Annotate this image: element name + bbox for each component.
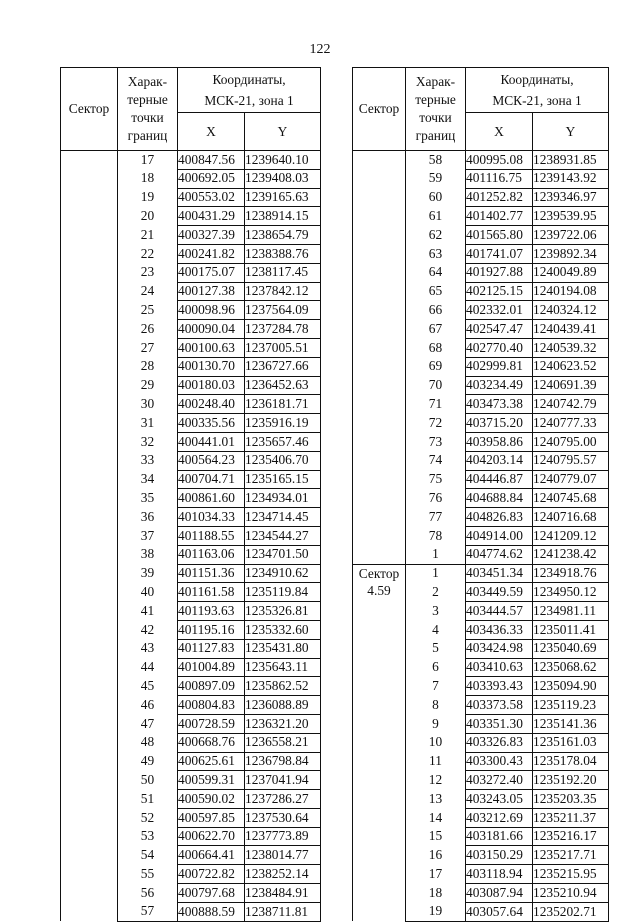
point-number: 17 (118, 151, 178, 170)
x-coordinate: 403272.40 (466, 771, 533, 790)
x-coordinate: 402332.01 (466, 301, 533, 320)
x-coordinate: 402999.81 (466, 357, 533, 376)
point-number: 10 (406, 733, 466, 752)
point-number: 1 (406, 564, 466, 583)
y-coordinate: 1240777.33 (533, 414, 609, 433)
y-coordinate: 1240049.89 (533, 263, 609, 282)
x-coordinate: 400622.70 (178, 827, 245, 846)
y-coordinate: 1238654.79 (245, 226, 321, 245)
y-coordinate: 1235916.19 (245, 414, 321, 433)
y-coordinate: 1239346.97 (533, 188, 609, 207)
header-y: Y (533, 113, 609, 151)
y-coordinate: 1236181.71 (245, 395, 321, 414)
point-number: 12 (406, 771, 466, 790)
point-number: 56 (118, 884, 178, 903)
point-number: 52 (118, 808, 178, 827)
x-coordinate: 400130.70 (178, 357, 245, 376)
y-coordinate: 1240779.07 (533, 470, 609, 489)
x-coordinate: 400127.38 (178, 282, 245, 301)
table-row (61, 151, 321, 170)
x-coordinate: 401252.82 (466, 188, 533, 207)
x-coordinate: 400804.83 (178, 696, 245, 715)
x-coordinate: 401193.63 (178, 602, 245, 621)
x-coordinate: 400241.82 (178, 244, 245, 263)
x-coordinate: 400441.01 (178, 432, 245, 451)
sector-cell: Сектор 4.59 (353, 564, 406, 921)
point-number: 47 (118, 714, 178, 733)
y-coordinate: 1240745.68 (533, 489, 609, 508)
y-coordinate: 1239722.06 (533, 226, 609, 245)
y-coordinate: 1235094.90 (533, 677, 609, 696)
point-number: 33 (118, 451, 178, 470)
x-coordinate: 400704.71 (178, 470, 245, 489)
x-coordinate: 403326.83 (466, 733, 533, 752)
y-coordinate: 1239640.10 (245, 151, 321, 170)
header-x: X (466, 113, 533, 151)
coordinates-table-left (60, 67, 321, 922)
x-coordinate: 400431.29 (178, 207, 245, 226)
y-coordinate: 1237286.27 (245, 790, 321, 809)
y-coordinate: 1235141.36 (533, 714, 609, 733)
y-coordinate: 1236798.84 (245, 752, 321, 771)
y-coordinate: 1235406.70 (245, 451, 321, 470)
y-coordinate: 1238117.45 (245, 263, 321, 282)
y-coordinate: 1239892.34 (533, 244, 609, 263)
point-number: 31 (118, 414, 178, 433)
x-coordinate: 403715.20 (466, 414, 533, 433)
y-coordinate: 1238252.14 (245, 865, 321, 884)
header-sector: Сектор (353, 68, 406, 151)
x-coordinate: 403451.34 (466, 564, 533, 583)
y-coordinate: 1238711.81 (245, 902, 321, 921)
y-coordinate: 1237005.51 (245, 338, 321, 357)
point-number: 75 (406, 470, 466, 489)
point-number: 41 (118, 602, 178, 621)
point-number: 39 (118, 564, 178, 583)
point-number: 35 (118, 489, 178, 508)
point-number: 24 (118, 282, 178, 301)
x-coordinate: 403958.86 (466, 432, 533, 451)
header-coords: Координаты, МСК-21, зона 1 (178, 68, 321, 113)
point-number: 66 (406, 301, 466, 320)
header-x: X (178, 113, 245, 151)
header-points: Харак- терные точки границ (406, 68, 466, 151)
y-coordinate: 1240194.08 (533, 282, 609, 301)
y-coordinate: 1236452.63 (245, 376, 321, 395)
point-number: 28 (118, 357, 178, 376)
y-coordinate: 1237564.09 (245, 301, 321, 320)
point-number: 7 (406, 677, 466, 696)
y-coordinate: 1237773.89 (245, 827, 321, 846)
y-coordinate: 1234544.27 (245, 526, 321, 545)
point-number: 58 (406, 151, 466, 170)
point-number: 73 (406, 432, 466, 451)
y-coordinate: 1238014.77 (245, 846, 321, 865)
point-number: 67 (406, 320, 466, 339)
point-number: 78 (406, 526, 466, 545)
point-number: 63 (406, 244, 466, 263)
x-coordinate: 403410.63 (466, 658, 533, 677)
point-number: 23 (118, 263, 178, 282)
y-coordinate: 1240795.57 (533, 451, 609, 470)
x-coordinate: 400090.04 (178, 320, 245, 339)
point-number: 64 (406, 263, 466, 282)
point-number: 9 (406, 714, 466, 733)
table-body-left (61, 151, 321, 922)
x-coordinate: 404688.84 (466, 489, 533, 508)
point-number: 25 (118, 301, 178, 320)
y-coordinate: 1238388.76 (245, 244, 321, 263)
x-coordinate: 400897.09 (178, 677, 245, 696)
x-coordinate: 400995.08 (466, 151, 533, 170)
y-coordinate: 1235210.94 (533, 884, 609, 903)
x-coordinate: 400668.76 (178, 733, 245, 752)
x-coordinate: 404774.62 (466, 545, 533, 564)
x-coordinate: 400327.39 (178, 226, 245, 245)
point-number: 21 (118, 226, 178, 245)
y-coordinate: 1234934.01 (245, 489, 321, 508)
x-coordinate: 404446.87 (466, 470, 533, 489)
point-number: 2 (406, 583, 466, 602)
x-coordinate: 403436.33 (466, 620, 533, 639)
point-number: 57 (118, 902, 178, 921)
y-coordinate: 1238914.15 (245, 207, 321, 226)
point-number: 19 (406, 902, 466, 921)
x-coordinate: 403373.58 (466, 696, 533, 715)
y-coordinate: 1241209.12 (533, 526, 609, 545)
point-number: 42 (118, 620, 178, 639)
x-coordinate: 400098.96 (178, 301, 245, 320)
y-coordinate: 1235178.04 (533, 752, 609, 771)
y-coordinate: 1235040.69 (533, 639, 609, 658)
point-number: 6 (406, 658, 466, 677)
x-coordinate: 401151.36 (178, 564, 245, 583)
x-coordinate: 403300.43 (466, 752, 533, 771)
y-coordinate: 1234918.76 (533, 564, 609, 583)
point-number: 44 (118, 658, 178, 677)
point-number: 11 (406, 752, 466, 771)
x-coordinate: 403393.43 (466, 677, 533, 696)
y-coordinate: 1235862.52 (245, 677, 321, 696)
y-coordinate: 1235119.23 (533, 696, 609, 715)
point-number: 38 (118, 545, 178, 564)
point-number: 3 (406, 602, 466, 621)
x-coordinate: 404914.00 (466, 526, 533, 545)
sector-cell (353, 151, 406, 565)
y-coordinate: 1235161.03 (533, 733, 609, 752)
table-row (353, 564, 609, 583)
x-coordinate: 400692.05 (178, 169, 245, 188)
point-number: 55 (118, 865, 178, 884)
y-coordinate: 1240539.32 (533, 338, 609, 357)
x-coordinate: 401116.75 (466, 169, 533, 188)
x-coordinate: 400590.02 (178, 790, 245, 809)
x-coordinate: 400175.07 (178, 263, 245, 282)
y-coordinate: 1234981.11 (533, 602, 609, 621)
x-coordinate: 402770.40 (466, 338, 533, 357)
y-coordinate: 1237041.94 (245, 771, 321, 790)
point-number: 15 (406, 827, 466, 846)
x-coordinate: 400553.02 (178, 188, 245, 207)
x-coordinate: 400599.31 (178, 771, 245, 790)
point-number: 74 (406, 451, 466, 470)
x-coordinate: 401163.06 (178, 545, 245, 564)
x-coordinate: 403181.66 (466, 827, 533, 846)
x-coordinate: 402125.15 (466, 282, 533, 301)
x-coordinate: 401127.83 (178, 639, 245, 658)
point-number: 19 (118, 188, 178, 207)
point-number: 22 (118, 244, 178, 263)
y-coordinate: 1235211.37 (533, 808, 609, 827)
point-number: 62 (406, 226, 466, 245)
x-coordinate: 402547.47 (466, 320, 533, 339)
x-coordinate: 403057.64 (466, 902, 533, 921)
y-coordinate: 1234701.50 (245, 545, 321, 564)
y-coordinate: 1240623.52 (533, 357, 609, 376)
x-coordinate: 404826.83 (466, 508, 533, 527)
x-coordinate: 400100.63 (178, 338, 245, 357)
point-number: 70 (406, 376, 466, 395)
y-coordinate: 1235326.81 (245, 602, 321, 621)
y-coordinate: 1235165.15 (245, 470, 321, 489)
point-number: 32 (118, 432, 178, 451)
x-coordinate: 403150.29 (466, 846, 533, 865)
y-coordinate: 1236727.66 (245, 357, 321, 376)
x-coordinate: 401004.89 (178, 658, 245, 677)
y-coordinate: 1235216.17 (533, 827, 609, 846)
point-number: 18 (406, 884, 466, 903)
point-number: 68 (406, 338, 466, 357)
y-coordinate: 1239408.03 (245, 169, 321, 188)
x-coordinate: 400888.59 (178, 902, 245, 921)
point-number: 1 (406, 545, 466, 564)
x-coordinate: 401034.33 (178, 508, 245, 527)
sector-cell (61, 151, 118, 922)
point-number: 61 (406, 207, 466, 226)
point-number: 77 (406, 508, 466, 527)
point-number: 37 (118, 526, 178, 545)
x-coordinate: 400728.59 (178, 714, 245, 733)
point-number: 59 (406, 169, 466, 188)
y-coordinate: 1237530.64 (245, 808, 321, 827)
x-coordinate: 400597.85 (178, 808, 245, 827)
y-coordinate: 1240742.79 (533, 395, 609, 414)
x-coordinate: 403351.30 (466, 714, 533, 733)
x-coordinate: 404203.14 (466, 451, 533, 470)
x-coordinate: 403087.94 (466, 884, 533, 903)
x-coordinate: 400564.23 (178, 451, 245, 470)
y-coordinate: 1234910.62 (245, 564, 321, 583)
y-coordinate: 1240324.12 (533, 301, 609, 320)
point-number: 40 (118, 583, 178, 602)
point-number: 43 (118, 639, 178, 658)
y-coordinate: 1235657.46 (245, 432, 321, 451)
table-row (353, 151, 609, 170)
point-number: 53 (118, 827, 178, 846)
x-coordinate: 400625.61 (178, 752, 245, 771)
point-number: 5 (406, 639, 466, 658)
point-number: 34 (118, 470, 178, 489)
x-coordinate: 400861.60 (178, 489, 245, 508)
point-number: 29 (118, 376, 178, 395)
x-coordinate: 400847.56 (178, 151, 245, 170)
y-coordinate: 1235431.80 (245, 639, 321, 658)
point-number: 65 (406, 282, 466, 301)
x-coordinate: 403118.94 (466, 865, 533, 884)
point-number: 14 (406, 808, 466, 827)
point-number: 49 (118, 752, 178, 771)
page-number: 122 (309, 42, 331, 57)
point-number: 26 (118, 320, 178, 339)
header-points: Харак- терные точки границ (118, 68, 178, 151)
point-number: 13 (406, 790, 466, 809)
header-coords: Координаты, МСК-21, зона 1 (466, 68, 609, 113)
y-coordinate: 1235011.41 (533, 620, 609, 639)
y-coordinate: 1238484.91 (245, 884, 321, 903)
x-coordinate: 403444.57 (466, 602, 533, 621)
y-coordinate: 1240795.00 (533, 432, 609, 451)
y-coordinate: 1234714.45 (245, 508, 321, 527)
x-coordinate: 403243.05 (466, 790, 533, 809)
x-coordinate: 401402.77 (466, 207, 533, 226)
x-coordinate: 400335.56 (178, 414, 245, 433)
point-number: 72 (406, 414, 466, 433)
point-number: 51 (118, 790, 178, 809)
y-coordinate: 1239539.95 (533, 207, 609, 226)
y-coordinate: 1235643.11 (245, 658, 321, 677)
coordinates-table-right (352, 67, 609, 922)
y-coordinate: 1237284.78 (245, 320, 321, 339)
x-coordinate: 403449.59 (466, 583, 533, 602)
y-coordinate: 1236321.20 (245, 714, 321, 733)
y-coordinate: 1235215.95 (533, 865, 609, 884)
y-coordinate: 1236558.21 (245, 733, 321, 752)
y-coordinate: 1234950.12 (533, 583, 609, 602)
point-number: 60 (406, 188, 466, 207)
x-coordinate: 400722.82 (178, 865, 245, 884)
x-coordinate: 403212.69 (466, 808, 533, 827)
point-number: 8 (406, 696, 466, 715)
y-coordinate: 1235192.20 (533, 771, 609, 790)
point-number: 30 (118, 395, 178, 414)
point-number: 50 (118, 771, 178, 790)
point-number: 45 (118, 677, 178, 696)
y-coordinate: 1239143.92 (533, 169, 609, 188)
y-coordinate: 1241238.42 (533, 545, 609, 564)
x-coordinate: 403234.49 (466, 376, 533, 395)
point-number: 17 (406, 865, 466, 884)
x-coordinate: 401927.88 (466, 263, 533, 282)
x-coordinate: 401161.58 (178, 583, 245, 602)
point-number: 20 (118, 207, 178, 226)
y-coordinate: 1240691.39 (533, 376, 609, 395)
point-number: 69 (406, 357, 466, 376)
point-number: 54 (118, 846, 178, 865)
y-coordinate: 1235119.84 (245, 583, 321, 602)
point-number: 4 (406, 620, 466, 639)
point-number: 48 (118, 733, 178, 752)
y-coordinate: 1237842.12 (245, 282, 321, 301)
header-y: Y (245, 113, 321, 151)
point-number: 46 (118, 696, 178, 715)
y-coordinate: 1235332.60 (245, 620, 321, 639)
x-coordinate: 401188.55 (178, 526, 245, 545)
x-coordinate: 400180.03 (178, 376, 245, 395)
y-coordinate: 1236088.89 (245, 696, 321, 715)
point-number: 36 (118, 508, 178, 527)
x-coordinate: 400664.41 (178, 846, 245, 865)
x-coordinate: 403424.98 (466, 639, 533, 658)
y-coordinate: 1240716.68 (533, 508, 609, 527)
point-number: 18 (118, 169, 178, 188)
point-number: 27 (118, 338, 178, 357)
y-coordinate: 1240439.41 (533, 320, 609, 339)
y-coordinate: 1235068.62 (533, 658, 609, 677)
x-coordinate: 401565.80 (466, 226, 533, 245)
point-number: 71 (406, 395, 466, 414)
y-coordinate: 1239165.63 (245, 188, 321, 207)
table-body-right (353, 151, 609, 922)
y-coordinate: 1238931.85 (533, 151, 609, 170)
x-coordinate: 401741.07 (466, 244, 533, 263)
x-coordinate: 400248.40 (178, 395, 245, 414)
header-sector: Сектор (61, 68, 118, 151)
point-number: 16 (406, 846, 466, 865)
x-coordinate: 401195.16 (178, 620, 245, 639)
y-coordinate: 1235203.35 (533, 790, 609, 809)
x-coordinate: 400797.68 (178, 884, 245, 903)
x-coordinate: 403473.38 (466, 395, 533, 414)
y-coordinate: 1235217.71 (533, 846, 609, 865)
y-coordinate: 1235202.71 (533, 902, 609, 921)
point-number: 76 (406, 489, 466, 508)
